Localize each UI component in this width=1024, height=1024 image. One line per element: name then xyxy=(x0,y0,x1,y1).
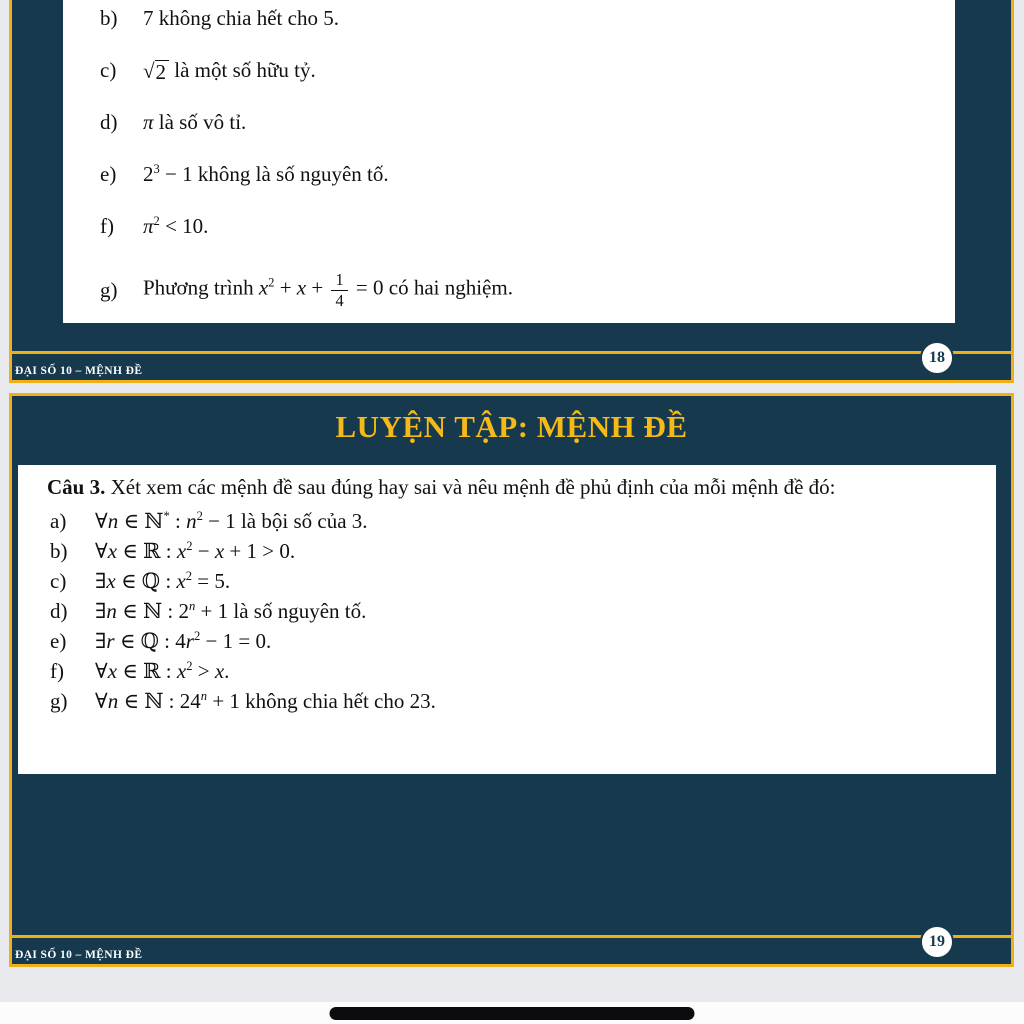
item-label: e) xyxy=(100,161,117,186)
item-label: f) xyxy=(50,658,64,683)
statement-item xyxy=(63,0,955,44)
sqrt-expression: √ 2 xyxy=(143,60,169,83)
statement-item xyxy=(63,44,955,96)
footer-title: ĐẠI SỐ 10 – MỆNH ĐỀ xyxy=(15,365,143,377)
page-number: 18 xyxy=(929,349,945,366)
item-content: π là số vô tỉ. xyxy=(143,109,247,134)
page-number-badge xyxy=(920,925,954,959)
statement-item xyxy=(18,686,996,716)
item-content: ∃n ∈ ℕ : $2^n + 1$ là số nguyên tố. xyxy=(95,598,367,623)
item-label: d) xyxy=(50,598,68,623)
item-label: a) xyxy=(50,508,67,533)
item-label: c) xyxy=(100,57,117,82)
statement-item xyxy=(18,506,996,536)
item-label: b) xyxy=(50,538,68,563)
page-number-badge xyxy=(920,341,954,375)
item-label: g) xyxy=(50,688,68,713)
item-label: b) xyxy=(100,5,118,30)
slide19-content-box xyxy=(18,465,996,774)
question-body: Xét xem các mệnh đề sau đúng hay sai và nêu mệnh đề phủ định của mỗi mệnh đề đó: xyxy=(105,475,836,499)
slide18-content-box xyxy=(63,0,955,323)
item-content: $\pi^2 < 10$. xyxy=(143,213,209,238)
statement-item xyxy=(63,96,955,148)
item-content: ∀n ∈ ℕ* : $n^2 - 1$ là bội số của 3. xyxy=(95,508,368,533)
item-content: ∃r ∈ ℚ : $4r^2 - 1 = 0$. xyxy=(95,628,272,653)
statement-item xyxy=(63,264,955,316)
footer-accent-line xyxy=(12,351,1011,354)
slide-page-19 xyxy=(9,393,1014,967)
item-label: c) xyxy=(50,568,67,593)
item-label: e) xyxy=(50,628,67,653)
statement-list-19 xyxy=(18,506,996,716)
question-number: Câu 3. xyxy=(47,475,106,499)
footer-accent-line xyxy=(12,935,1011,938)
statement-item xyxy=(18,536,996,566)
statement-item xyxy=(63,200,955,252)
home-indicator-bar[interactable] xyxy=(330,1007,695,1020)
item-label: d) xyxy=(100,109,118,134)
item-content: 7 không chia hết cho 5. xyxy=(143,5,339,30)
statement-item xyxy=(18,566,996,596)
slide-page-18 xyxy=(9,0,1014,383)
statement-item xyxy=(18,626,996,656)
statement-item xyxy=(63,148,955,200)
statement-item xyxy=(18,656,996,686)
question-text xyxy=(18,465,996,500)
item-content: ∀n ∈ ℕ : $24^n + 1$ không chia hết cho 23. xyxy=(95,688,436,713)
item-content: ∀x ∈ ℝ : $x^2 > x$. xyxy=(95,658,230,683)
page-number: 19 xyxy=(929,933,945,950)
footer-title: ĐẠI SỐ 10 – MỆNH ĐỀ xyxy=(15,949,143,961)
fraction: $\frac{1}{4}$ xyxy=(331,271,347,308)
slide-title: LUYỆN TẬP: MỆNH ĐỀ xyxy=(335,409,688,444)
item-content: Phương trình $x^2 + x$ + $\frac{1}{4}$ = 0 có hai nghiệm. xyxy=(143,270,513,310)
statement-list-18 xyxy=(63,0,955,316)
item-content: $2^3 - 1$ không là số nguyên tố. xyxy=(143,161,389,186)
system-bottom-bar xyxy=(0,1002,1024,1024)
item-label: f) xyxy=(100,213,114,238)
item-label: g) xyxy=(100,277,118,302)
item-content: ∀x ∈ ℝ : $x^2 - x + 1 > 0$. xyxy=(95,538,296,563)
statement-item xyxy=(18,596,996,626)
item-content: ∃x ∈ ℚ : $x^2 = 5$. xyxy=(95,568,231,593)
item-content: √ 2 là một số hữu tỷ. xyxy=(143,57,316,84)
